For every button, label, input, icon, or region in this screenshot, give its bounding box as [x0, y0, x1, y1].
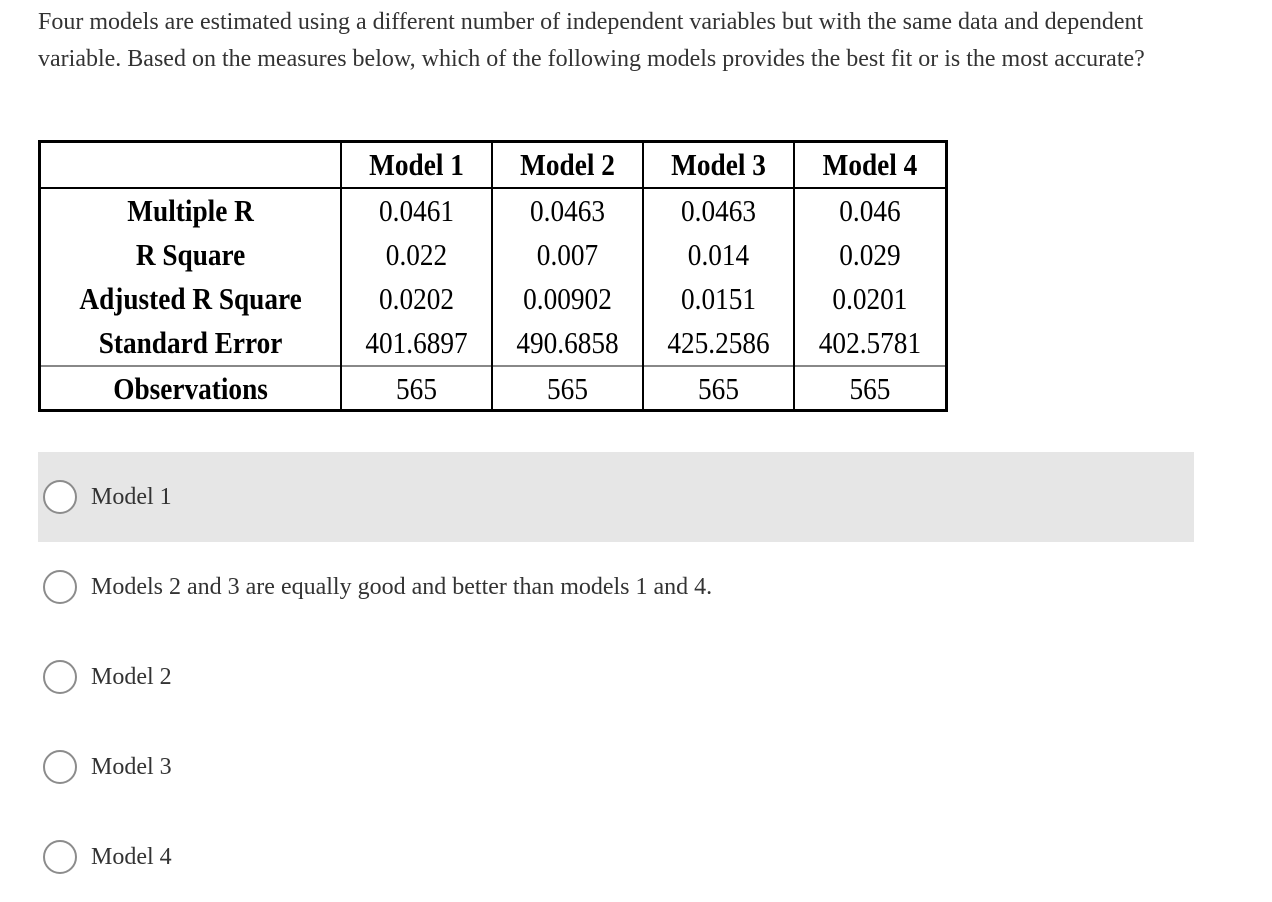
- table-cell: 0.022: [350, 233, 483, 277]
- answer-options: [38, 452, 1194, 902]
- table-cell: 0.014: [652, 233, 785, 277]
- table-row: [41, 321, 945, 366]
- option-label: Model 1: [91, 483, 172, 510]
- header-cell-empty: [59, 143, 323, 188]
- table-cell: 565: [350, 366, 483, 411]
- radio-button[interactable]: [43, 480, 77, 514]
- row-label-multiple-r: Multiple R: [127, 193, 254, 228]
- table-cell: 402.5781: [803, 321, 936, 366]
- header-model-4: Model 4: [803, 143, 936, 188]
- table-cell: 490.6858: [501, 321, 634, 366]
- option-model-4[interactable]: [38, 812, 1194, 902]
- option-label: Model 2: [91, 663, 172, 690]
- table-cell: 565: [501, 366, 634, 411]
- table-cell: 0.0202: [350, 277, 483, 321]
- table-cell: 0.046: [803, 188, 936, 233]
- table-cell: 0.029: [803, 233, 936, 277]
- table-cell: 0.007: [501, 233, 634, 277]
- option-models-2-and-3[interactable]: [38, 542, 1194, 632]
- row-label-r-square: R Square: [135, 237, 246, 272]
- option-model-1[interactable]: [38, 452, 1194, 542]
- option-model-3[interactable]: [38, 722, 1194, 812]
- row-label-observations: Observations: [59, 366, 323, 411]
- option-model-2[interactable]: [38, 632, 1194, 722]
- option-label: Model 3: [91, 753, 172, 780]
- table-cell: 565: [803, 366, 936, 411]
- table-cell: 0.0151: [652, 277, 785, 321]
- table-row: [41, 366, 945, 411]
- header-model-2: Model 2: [501, 143, 634, 188]
- table-row: [41, 277, 945, 321]
- row-label-standard-error: Standard Error: [98, 325, 283, 360]
- radio-button[interactable]: [43, 570, 77, 604]
- table-cell: 425.2586: [652, 321, 785, 366]
- question-text: Four models are estimated using a different number of independent variables but with the same data and dependent variable. Based on the measures below, which of the following models provides the best fit or is the most accurate?: [38, 9, 1145, 72]
- table-cell: 401.6897: [350, 321, 483, 366]
- table-cell: 565: [652, 366, 785, 411]
- radio-button[interactable]: [43, 750, 77, 784]
- regression-stats-table: [38, 140, 948, 412]
- table-cell: 0.00902: [501, 277, 634, 321]
- option-label: Model 4: [91, 843, 172, 870]
- radio-button[interactable]: [43, 840, 77, 874]
- table-cell: 0.0463: [652, 188, 785, 233]
- table-cell: 0.0461: [350, 188, 483, 233]
- table-header-row: [41, 143, 945, 188]
- table-row: [41, 188, 945, 233]
- table-cell: 0.0201: [803, 277, 936, 321]
- table-row: [41, 233, 945, 277]
- radio-button[interactable]: [43, 660, 77, 694]
- option-label: Models 2 and 3 are equally good and better than models 1 and 4.: [91, 573, 713, 600]
- stats-table: [41, 143, 945, 411]
- table-cell: 0.0463: [501, 188, 634, 233]
- row-label-adjusted-r-square: Adjusted R Square: [79, 281, 302, 316]
- header-model-1: Model 1: [350, 143, 483, 188]
- header-model-3: Model 3: [652, 143, 785, 188]
